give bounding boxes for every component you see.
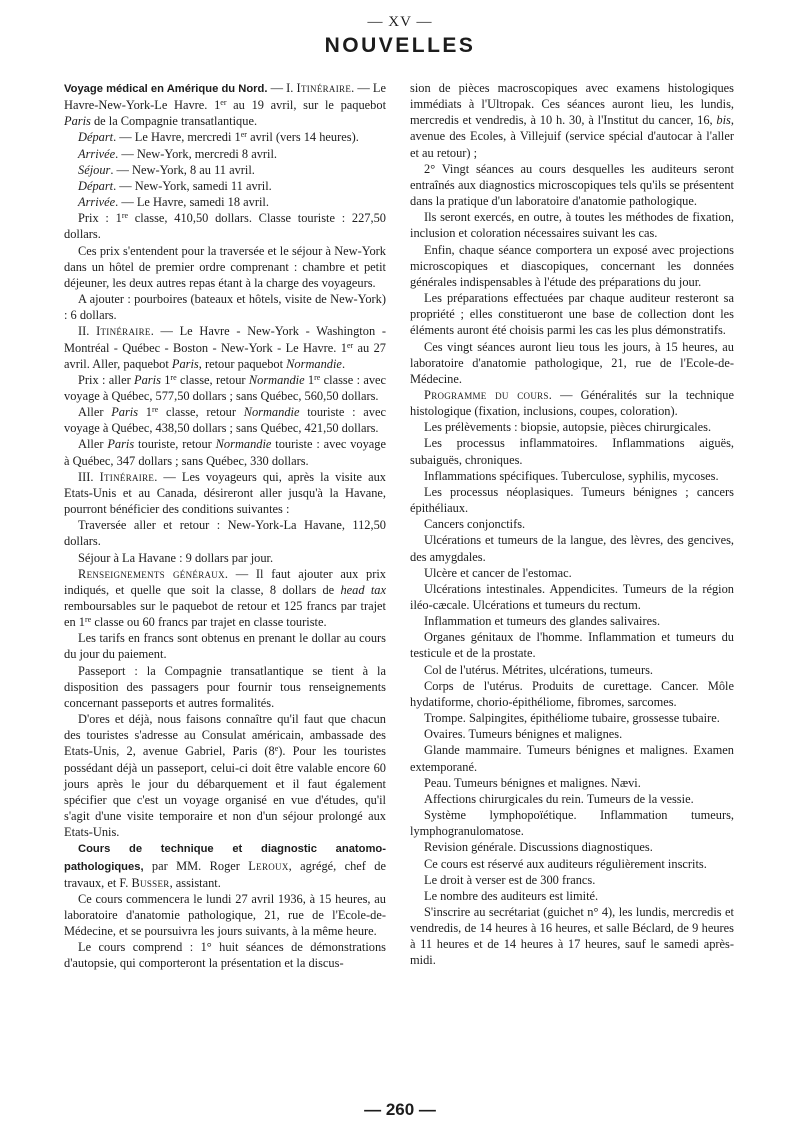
text-run: Arrivée (78, 195, 116, 210)
text-run: . — New-York, samedi 11 avril. (113, 178, 272, 193)
section-number: — XV — (367, 14, 433, 30)
paragraph-r-rein (410, 791, 734, 807)
paragraph-v-dores (64, 711, 386, 840)
text-run: touriste, retour (134, 437, 216, 452)
paragraph-c-comp (64, 939, 386, 971)
paragraph-v-arr1 (64, 146, 386, 162)
text-run: Arrivée (78, 146, 116, 161)
paragraph-v-prix2 (64, 372, 386, 404)
paragraph-r-int (410, 581, 734, 613)
text-run: Les tarifs en francs sont obtenus en prenant le dollar au cours du jour du paiement. (64, 631, 386, 662)
text-run: Prix : aller (78, 372, 135, 387)
paragraph-v-lead (64, 80, 386, 129)
text-run: Séjour à La Havane : 9 dollars par jour. (78, 550, 274, 565)
text-run: Le cours comprend : 1° huit séances de démonstrations d'autopsie, qui comporteront la présentation et la discus- (64, 940, 386, 971)
text-run: avril (vers 14 heures). (246, 130, 359, 145)
text-run: Ce cours est réservé aux auditeurs régulièrement inscrits. (424, 856, 707, 871)
paragraph-v-it2 (64, 323, 386, 371)
text-run: Le nombre des auditeurs est limité. (424, 888, 599, 903)
paragraph-v-trav (64, 517, 386, 549)
text-run: . — Le Havre, mercredi 1 (113, 130, 241, 145)
paragraph-r-est (410, 565, 734, 581)
text-run: Ulcère et cancer de l'estomac. (424, 565, 572, 580)
text-run: Ulcérations et tumeurs de la langue, des lèvres, des gencives, des amygdales. (410, 533, 734, 564)
paragraph-r-ovaires (410, 726, 734, 742)
text-run: re (85, 615, 92, 625)
paragraph-r-spec (410, 468, 734, 484)
paragraph-r-ulc (410, 532, 734, 564)
text-run: 1 (304, 372, 315, 387)
paragraph-r-res (410, 856, 734, 872)
text-run: S'inscrire au secrétariat (guichet n° 4), les lundis, mercredis et vendredis, de 14 heures à 16 heures, et salle Béclard, de 9 heures à 11 heures et de 14 heures à 17 heures, sauf le samedi après-midi. (410, 904, 734, 968)
paragraph-v-prix (64, 210, 386, 242)
paragraph-r-prep (410, 290, 734, 338)
paragraph-v-ces (64, 243, 386, 291)
paragraph-v-dep2 (64, 178, 386, 194)
text-run: Ils seront exercés, en outre, à toutes les méthodes de fixation, inclusion et coloration nécessaires suivant les cas. (410, 210, 734, 241)
text-run: Paris (107, 437, 135, 452)
text-run: Ulcérations intestinales. Appendicites. Tumeurs de la région iléo-cæcale. Ulcérations et tumeurs du rectum. (410, 581, 734, 612)
text-run: . — New-York, 8 au 11 avril. (110, 162, 255, 177)
text-run: Normandie (286, 356, 342, 371)
left-column (64, 80, 386, 972)
text-run: Paris (134, 372, 161, 387)
text-run: Aller (78, 437, 108, 452)
paragraph-v-aller1 (64, 404, 386, 436)
text-run: Les prélèvements : biopsie, autopsie, pièces chirurgicales. (424, 420, 712, 435)
text-run: sion de pièces macroscopiques avec examens histologiques immédiats à l'Ultropak. Ces séances auront lieu, les lundis, mercredis et vendredis, à 10 h. 30, à l'Institut du cancer, 16, (410, 81, 734, 128)
page-title: NOUVELLES (324, 34, 476, 57)
right-column (410, 80, 734, 969)
text-run: Cours de technique et diagnostic anatomo-pathologiques, (64, 843, 386, 873)
text-run: Itinéraire (99, 469, 155, 484)
paragraph-r-lieu (410, 339, 734, 387)
text-run: Normandie (243, 405, 300, 420)
paragraph-r-droit (410, 872, 734, 888)
text-run: D'ores et déjà, nous faisons connaître qu'il faut que chacun des touristes s'adresse au Consulat américain, ambassade des Etats-Unis, 2, avenue Gabriel, Paris (8 (64, 712, 386, 759)
paragraph-r-infl (410, 435, 734, 467)
paragraph-r-org (410, 629, 734, 661)
text-run: II. (78, 324, 97, 339)
text-run: Paris (171, 356, 199, 371)
text-run: er (220, 98, 227, 108)
paragraph-r-corps (410, 678, 734, 710)
text-run: Itinéraire (96, 324, 151, 339)
text-run: . — Le Havre - New-York - Washington - Montréal - Québec - Boston - New-York - Le Havre. 1 (64, 324, 386, 355)
text-run: touriste : avec voyage à Québec, 438,50 dollars ; sans Québec, 421,50 dollars. (64, 405, 386, 436)
paragraph-v-arr2 (64, 194, 386, 210)
paragraph-v-rens (64, 566, 386, 631)
text-run: Paris (111, 405, 139, 420)
text-run: — I. (267, 81, 297, 95)
text-run: Corps de l'utérus. Produits de curettage. Cancer. Môle hydatiforme, chorio-épithéliome, fibromes, sarcomes. (410, 678, 734, 709)
text-run: Revision générale. Discussions diagnostiques. (424, 840, 653, 855)
text-run: Programme du cours (424, 387, 549, 402)
text-run: , agrégé, chef de travaux, et F. (64, 858, 386, 890)
text-run: Aller (78, 405, 112, 420)
text-run: ). Pour les touristes possédant déjà un passeport, celui-ci doit être valable encore 60 jours après le jour du débarquement et il faut également spécifier que c'est un voyage organisé en vue d'études, qu'il s'agit d'une visite temporaire et non d'un séjour prolongé aux Etats-Unis. (64, 744, 386, 840)
text-run: . — Généralités sur la technique histologique (fixation, inclusions, coupes, coloration). (410, 387, 734, 419)
text-run: re (121, 211, 129, 221)
paragraph-r-vingt (410, 161, 734, 209)
text-run: , assistant. (169, 875, 221, 890)
paragraph-v-pass (64, 663, 386, 711)
text-run: re (170, 372, 177, 382)
text-run: A ajouter : pourboires (bateaux et hôtels, visite de New-York) : 6 dollars. (64, 292, 386, 323)
text-run: classe, 410,50 dollars. Classe touriste : 227,50 dollars. (64, 211, 386, 242)
text-run: e (274, 744, 279, 754)
paragraph-r-exer (410, 209, 734, 241)
paragraph-r-col (410, 662, 734, 678)
paragraph-r-conj (410, 516, 734, 532)
paragraph-v-sejh (64, 550, 386, 566)
text-run: Normandie (215, 437, 272, 452)
text-run: , retour paquebot (198, 356, 287, 371)
text-run: . — Il faut ajouter aux prix indiqués, et quelle que soit la classe, 8 dollars de (64, 566, 386, 597)
text-run: Peau. Tumeurs bénignes et malignes. Nævi. (424, 775, 641, 790)
text-run: Leroux (248, 858, 289, 873)
text-run: . (341, 356, 346, 371)
paragraph-r-prog (410, 387, 734, 419)
text-run: Prix : 1 (78, 211, 122, 226)
paragraph-r-insc (410, 904, 734, 969)
text-run: , avenue des Ecoles, à Villejuif (service spécial d'autocar à l'aller et au retour) ; (410, 113, 734, 160)
text-run: 1 (138, 405, 152, 420)
text-run: touriste : avec voyage à Québec, 347 dollars ; sans Québec, 330 dollars. (64, 437, 386, 468)
text-run: par MM. Roger (143, 858, 249, 873)
text-run: Les processus inflammatoires. Inflammations aiguës, subaiguës, chroniques. (410, 436, 734, 467)
text-run: Itinéraire (296, 81, 352, 95)
paragraph-v-aller2 (64, 436, 386, 468)
text-run: Les préparations effectuées par chaque auditeur resteront sa propriété ; elles constitueront une base de collection dont les éléments auront été choisis parmi les cas les plus démonstratifs. (410, 291, 734, 338)
text-run: Busser (131, 875, 170, 890)
paragraph-v-it3 (64, 469, 386, 517)
paragraph-r-trompe (410, 710, 734, 726)
paragraph-v-dep1 (64, 129, 386, 145)
paragraph-r-neo (410, 484, 734, 516)
text-run: Trompe. Salpingites, épithéliome tubaire, grossesse tubaire. (424, 711, 720, 726)
paragraph-r-cont (410, 80, 734, 161)
text-run: er (240, 130, 247, 140)
text-run: Affections chirurgicales du rein. Tumeurs de la vessie. (424, 791, 694, 806)
text-run: Enfin, chaque séance comportera un exposé avec projections microscopiques et diascopiques, concernant les données générales indispensables à l'étude des préparations du jour. (410, 242, 734, 289)
text-run: au 27 avril. Aller, paquebot (64, 340, 386, 371)
text-run: Départ (78, 130, 114, 145)
text-run: head tax (340, 582, 387, 597)
paragraph-v-tarifs (64, 630, 386, 662)
text-run: au 19 avril, sur le paquebot (226, 98, 387, 113)
text-run: Ovaires. Tumeurs bénignes et malignes. (424, 727, 623, 742)
text-run: 2° Vingt séances au cours desquelles les auditeurs seront entraînés aux diagnostics microscopiques tels qu'ils se présentent dans la pratique d'un laboratoire d'anatomie pathologique. (410, 161, 734, 209)
text-run: re (152, 405, 159, 415)
text-run: Cancers conjonctifs. (424, 517, 526, 532)
text-run: classe : avec voyage à Québec, 577,50 dollars ; sans Québec, 560,50 dollars. (64, 372, 387, 403)
text-run: Voyage médical en Amérique du Nord. (64, 83, 268, 95)
paragraph-c-lead (64, 840, 386, 890)
paragraph-r-lymph (410, 807, 734, 839)
page-number: — 260 — (364, 1100, 436, 1119)
text-run: III. (78, 469, 100, 484)
text-run: . — Les voyageurs qui, après la visite aux Etats-Unis et au Canada, désireront aller jusqu'à la Havane, pourront bénéficier des conditions suivantes : (64, 469, 386, 517)
text-run: Glande mammaire. Tumeurs bénignes et malignes. Examen extemporané. (410, 743, 734, 774)
paragraph-r-prel (410, 419, 734, 435)
text-run: Normandie (248, 372, 305, 387)
text-run: Renseignements généraux (78, 566, 225, 581)
paragraph-v-sej1 (64, 162, 386, 178)
text-run: Organes génitaux de l'homme. Inflammation et tumeurs du testicule et de la prostate. (410, 630, 734, 661)
text-run: de la Compagnie transatlantique. (90, 114, 258, 129)
paragraph-r-nombre (410, 888, 734, 904)
paragraph-c-comm (64, 891, 386, 939)
text-run: Séjour (78, 162, 111, 177)
text-run: Départ (78, 178, 114, 193)
text-run: Système lymphopoïétique. Inflammation tumeurs, lymphogranulomatose. (410, 808, 734, 839)
paragraph-r-peau (410, 775, 734, 791)
text-run: remboursables sur le paquebot de retour et 125 francs par trajet en 1 (64, 599, 386, 630)
text-run: re (314, 372, 321, 382)
text-run: 1 (160, 372, 171, 387)
paragraph-r-rev (410, 839, 734, 855)
text-run: bis (716, 113, 731, 128)
text-run: Col de l'utérus. Métrites, ulcérations, tumeurs. (424, 662, 654, 677)
text-run: Ces prix s'entendent pour la traversée et le séjour à New-York dans un hôtel de premier ordre comprenant : chambre et petit déjeuner, les deux autres repas étant à la charge des voyageurs. (64, 243, 386, 290)
text-run: Inflammation et tumeurs des glandes salivaires. (424, 614, 661, 629)
paragraph-r-glande (410, 742, 734, 774)
text-run: Ce cours commencera le lundi 27 avril 1936, à 15 heures, au laboratoire d'anatomie pathologique, 21, rue de l'Ecole-de-Médecine, et se poursuivra les jours suivants, à la même heure. (64, 891, 386, 939)
text-run: Les processus néoplasiques. Tumeurs bénignes ; cancers épithéliaux. (410, 484, 734, 516)
text-run: Paris (64, 114, 91, 129)
text-run: Ces vingt séances auront lieu tous les jours, à 15 heures, au laboratoire d'anatomie pathologique, 21, rue de l'Ecole-de-Médecine. (410, 339, 734, 386)
text-run: classe ou 60 francs par trajet en classe touriste. (91, 615, 327, 630)
text-run: Passeport : la Compagnie transatlantique se tient à la disposition des passagers pour fournir tous renseignements concernant passeports et autres formalités. (64, 663, 386, 710)
text-run: classe, retour (158, 405, 244, 420)
text-run: Inflammations spécifiques. Tuberculose, syphilis, mycoses. (424, 468, 719, 483)
text-run: er (346, 340, 354, 350)
text-run: . — Le Havre, samedi 18 avril. (115, 195, 269, 210)
text-run: Le droit à verser est de 300 francs. (424, 872, 596, 887)
text-run: classe, retour (176, 372, 249, 387)
text-run: Traversée aller et retour : New-York-La Havane, 112,50 dollars. (64, 518, 386, 549)
text-run: . — New-York, mercredi 8 avril. (115, 146, 278, 161)
paragraph-r-enfin (410, 242, 734, 290)
paragraph-v-ajout (64, 291, 386, 323)
text-run: . — Le Havre-New-York-Le Havre. 1 (64, 81, 386, 113)
paragraph-r-sal (410, 613, 734, 629)
